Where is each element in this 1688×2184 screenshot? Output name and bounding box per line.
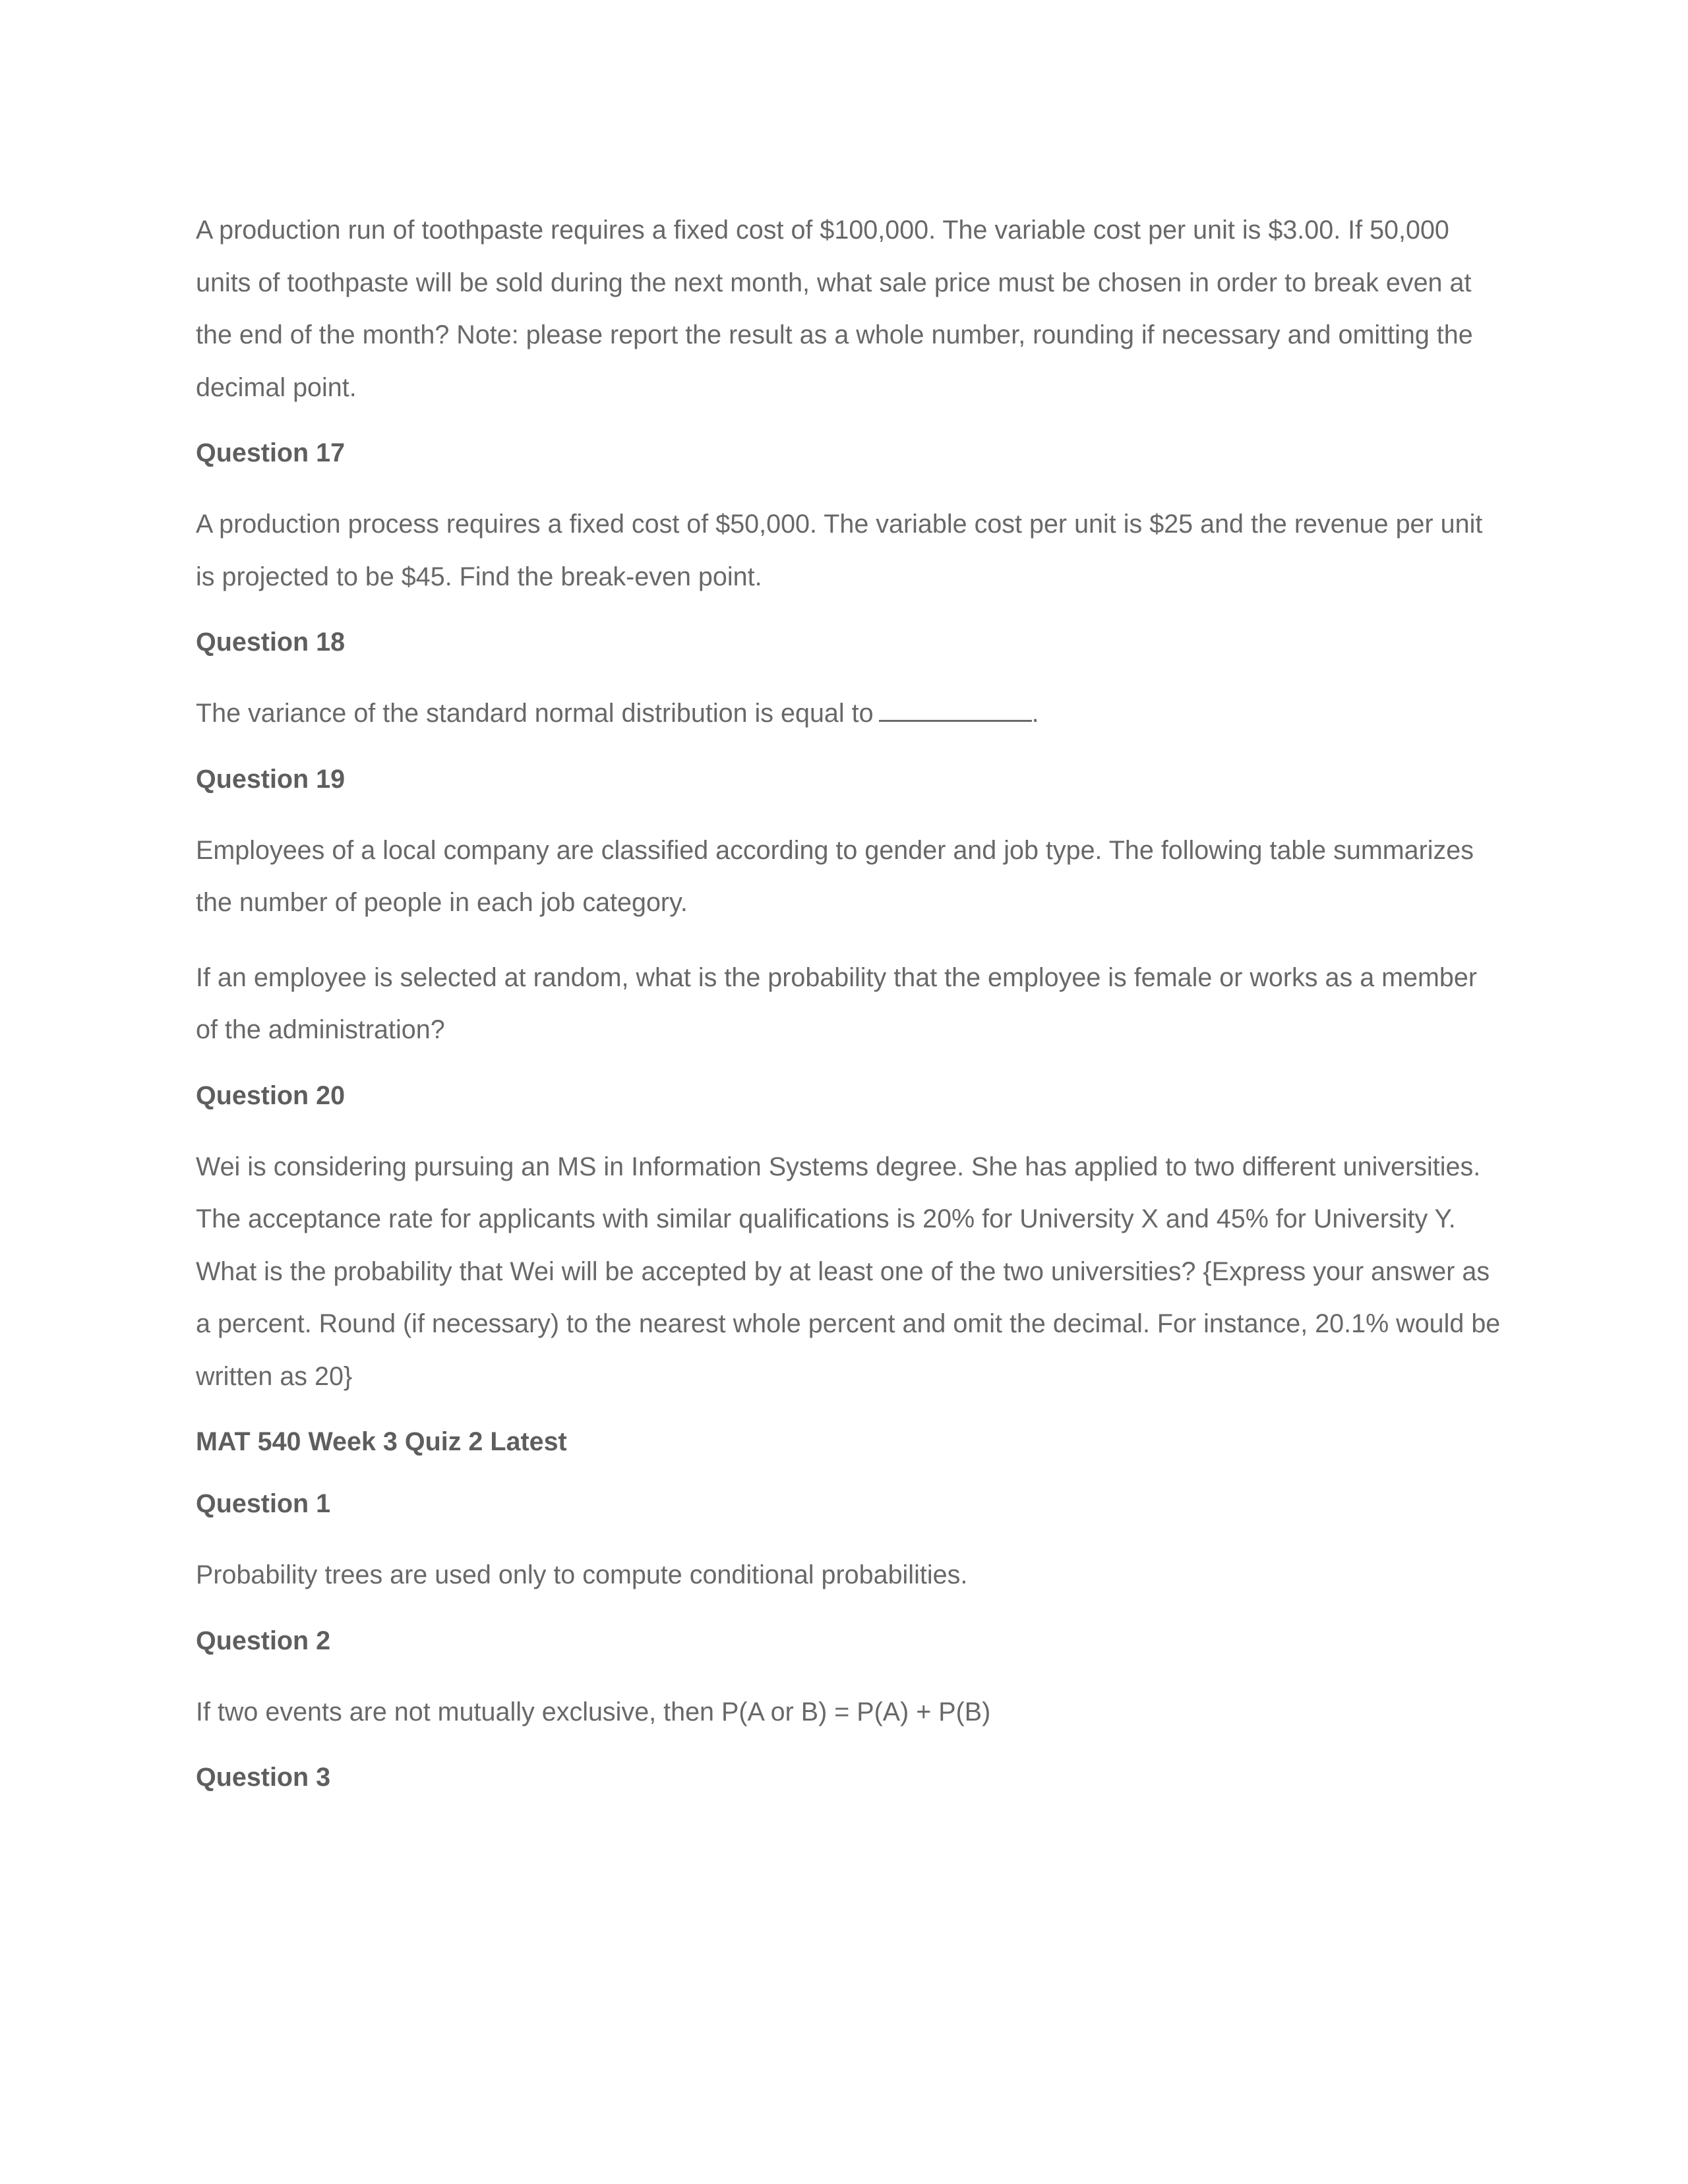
section-heading: MAT 540 Week 3 Quiz 2 Latest [196,1427,567,1456]
question-18-period: . [1031,699,1039,728]
answer-blank [879,700,1032,722]
question-3-heading: Question 3 [196,1763,331,1792]
question-1-heading: Question 1 [196,1489,331,1518]
document-page [196,204,1501,1794]
question-18-text [196,688,1501,740]
question-18-prompt: The variance of the standard normal distribution is equal to [196,699,874,728]
question-17-heading: Question 17 [196,438,346,467]
question-20-heading: Question 20 [196,1080,346,1110]
question-2-heading: Question 2 [196,1626,331,1655]
question-19-heading: Question 19 [196,764,346,794]
question-19-text: If an employee is selected at random, what is the probability that the employee is female or works as a member of the administration? [196,962,1478,1044]
question-17-text: A production process requires a fixed cost of $50,000. The variable cost per unit is $25 and the revenue per unit is projected to be $45. Find the break-even point. [196,510,1483,591]
question-16-text: A production run of toothpaste requires a fixed cost of $100,000. The variable cost per unit is $3.00. If 50,000 units of toothpaste will be sold during the next month, what sale price must be chosen in order to break even at the end of the month? Note: please report the result as a whole number, rounding if necessary and omitting the decimal point. [196,216,1473,402]
question-20-text: Wei is considering pursuing an MS in Information Systems degree. She has applied to two different universities. The acceptance rate for applicants with similar qualifications is 20% for University X and 45% for University Y. What is the probability that Wei will be accepted by at least one of the two universities? {Express your answer as a percent. Round (if necessary) to the nearest whole percent and omit the decimal. For instance, 20.1% would be written as 20} [196,1152,1501,1391]
question-1-text: Probability trees are used only to compute conditional probabilities. [196,1560,968,1589]
question-2-text: If two events are not mutually exclusive, then P(A or B) = P(A) + P(B) [196,1697,991,1727]
question-18-heading: Question 18 [196,628,346,657]
question-19-intro: Employees of a local company are classified according to gender and job type. The following table summarizes the number of people in each job category. [196,835,1474,917]
